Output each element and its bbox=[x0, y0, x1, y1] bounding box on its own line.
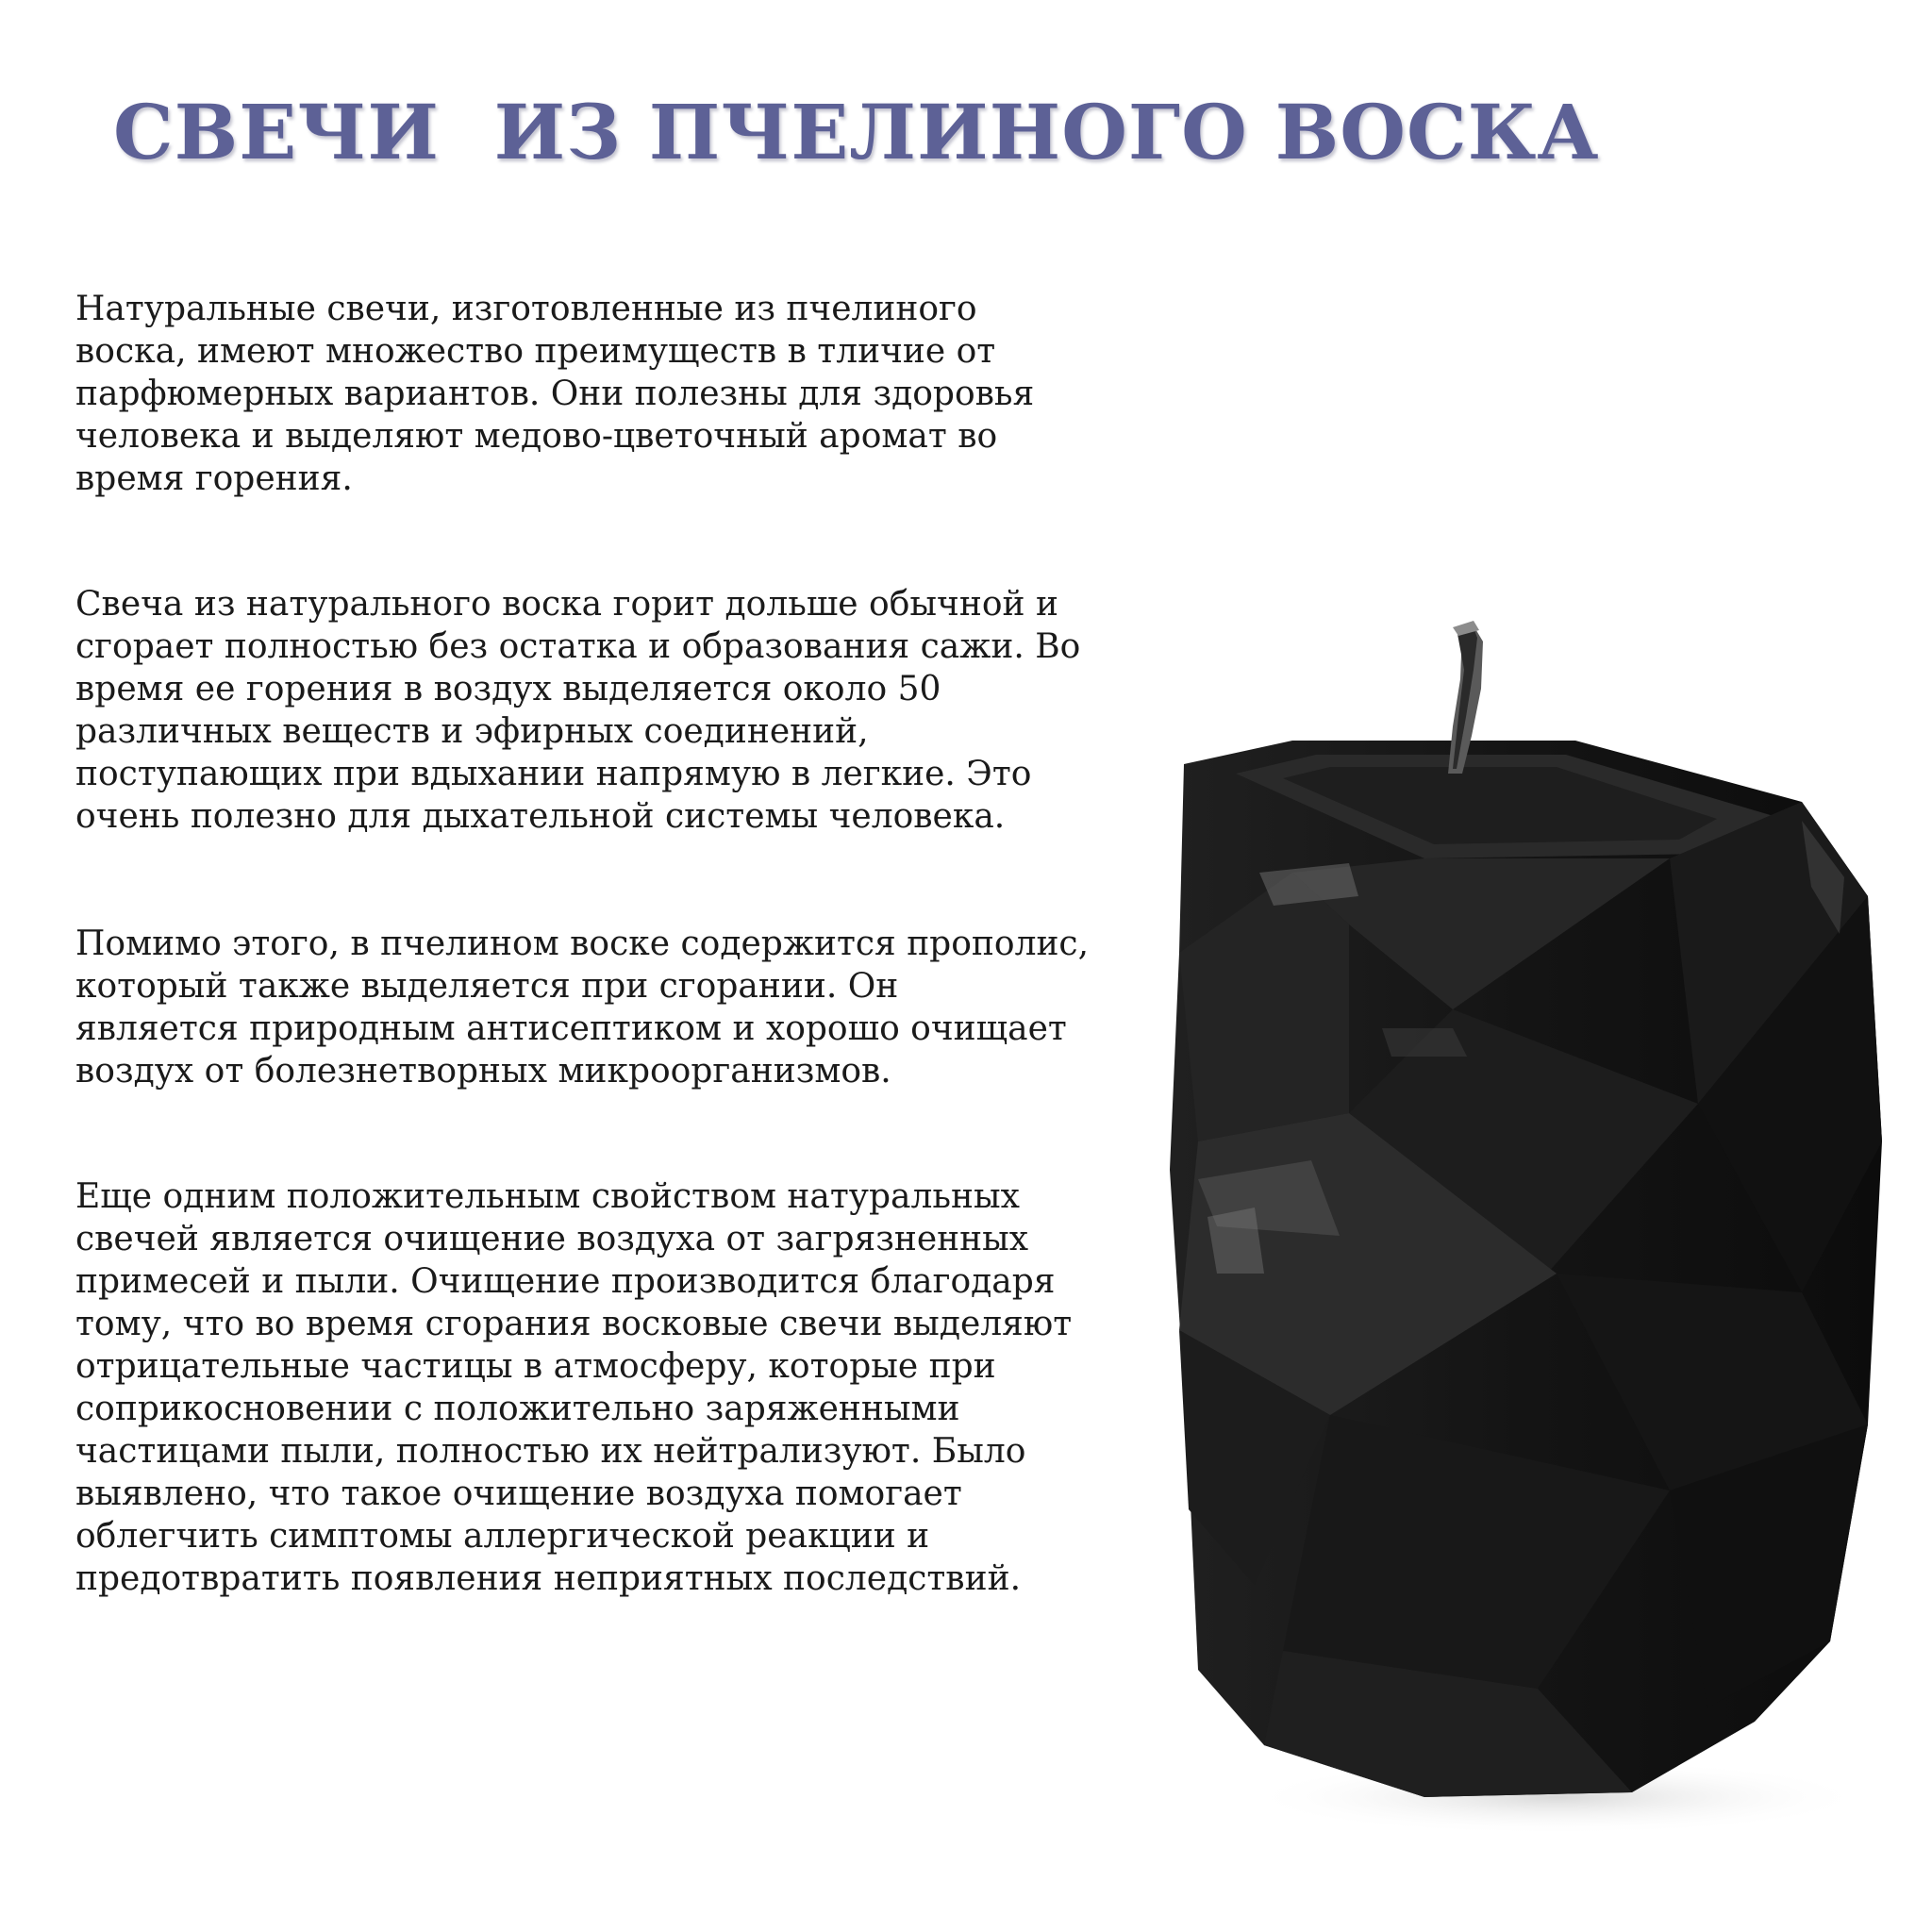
paragraph-line: человека и выделяют медово-цветочный аромат во bbox=[75, 417, 998, 456]
candle-photo bbox=[1141, 613, 1915, 1915]
paragraph-line: Свеча из натурального воска горит дольше обычной и bbox=[75, 585, 1058, 624]
paragraph-line: облегчить симптомы аллергической реакции и bbox=[75, 1517, 930, 1556]
paragraph-line: свечей является очищение воздуха от загрязненных bbox=[75, 1220, 1029, 1258]
paragraph-line: время горения. bbox=[75, 459, 353, 498]
paragraph-line: выявлено, что такое очищение воздуха помогает bbox=[75, 1474, 962, 1513]
paragraph-line: который также выделяется при сгорании. Он bbox=[75, 967, 899, 1006]
paragraph-line: соприкосновении с положительно заряженными bbox=[75, 1390, 960, 1428]
paragraph-line: Еще одним положительным свойством натуральных bbox=[75, 1177, 1020, 1216]
paragraph-line: Натуральные свечи, изготовленные из пчелиного bbox=[75, 290, 977, 328]
paragraph-line: сгорает полностью без остатка и образования сажи. Во bbox=[75, 627, 1081, 666]
paragraph-line: парфюмерных вариантов. Они полезны для здоровья bbox=[75, 375, 1035, 413]
paragraph-line: поступающих при вдыхании напрямую в легкие. Это bbox=[75, 755, 1032, 793]
paragraph-line: предотвратить появления неприятных последствий. bbox=[75, 1559, 1022, 1598]
paragraph-line: отрицательные частицы в атмосферу, которые при bbox=[75, 1347, 996, 1386]
paragraph-2 bbox=[75, 583, 1123, 838]
paragraph-line: время ее горения в воздух выделяется около 50 bbox=[75, 670, 941, 708]
paragraph-4 bbox=[75, 1175, 1123, 1600]
paragraph-line: является природным антисептиком и хорошо очищает bbox=[75, 1009, 1067, 1048]
paragraph-line: воздух от болезнетворных микроорганизмов. bbox=[75, 1052, 891, 1091]
paragraph-line: тому, что во время сгорания восковые свечи выделяют bbox=[75, 1305, 1073, 1343]
paragraph-1 bbox=[75, 288, 1123, 500]
page-title: СВЕЧИ ИЗ ПЧЕЛИНОГО ВОСКА bbox=[113, 88, 1600, 176]
paragraph-line: различных веществ и эфирных соединений, bbox=[75, 712, 869, 751]
paragraph-line: очень полезно для дыхательной системы человека. bbox=[75, 797, 1006, 836]
paragraph-line: воска, имеют множество преимуществ в тличие от bbox=[75, 332, 996, 371]
paragraph-3 bbox=[75, 923, 1123, 1092]
paragraph-line: частицами пыли, полностью их нейтрализуют. Было bbox=[75, 1432, 1026, 1471]
paragraph-line: примесей и пыли. Очищение производится благодаря bbox=[75, 1262, 1056, 1301]
paragraph-line: Помимо этого, в пчелином воске содержится прополис, bbox=[75, 924, 1090, 963]
